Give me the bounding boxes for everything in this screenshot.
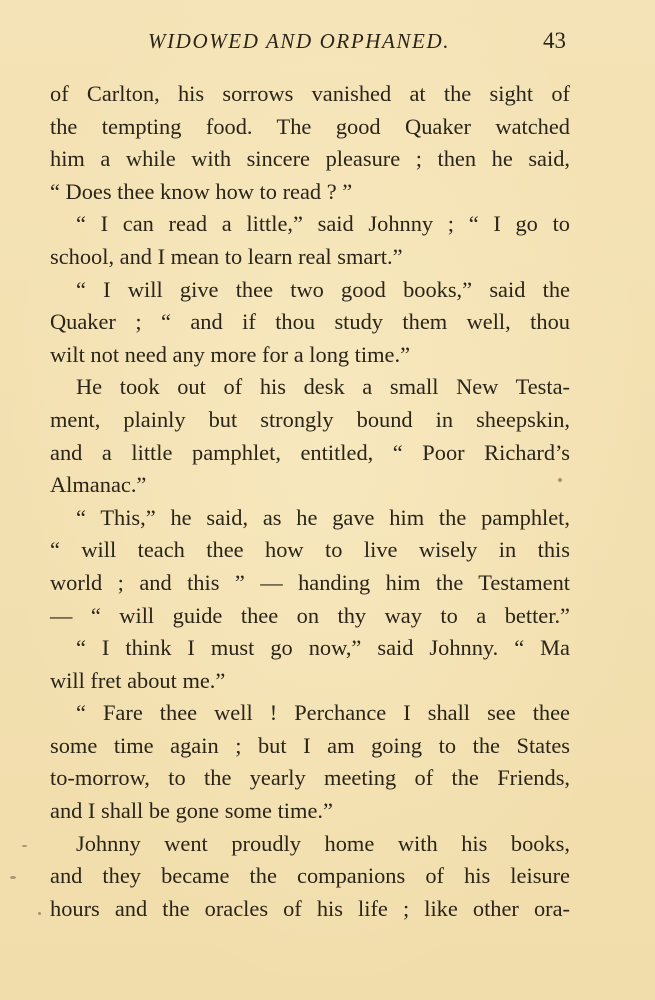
text-line: hours and the oracles of his life ; like other ora- [50,895,570,921]
text-line: the tempting food. The good Quaker watched [50,113,570,139]
text-line: Quaker ; “ and if thou study them well, thou [50,309,570,335]
text-line: ment, plainly but strongly bound in sheepskin, [50,406,570,432]
text-line: “ I think I must go now,” said Johnny. “ Ma [76,635,570,661]
text-line: “ Fare thee well ! Perchance I shall see thee [76,700,570,726]
paper-speck [558,478,562,482]
text-line: and I shall be gone some time.” [50,798,333,824]
text-line: wilt not need any more for a long time.” [50,341,411,367]
text-line: “ Does thee know how to read ? ” [50,178,353,204]
text-line: world ; and this ” — handing him the Testament [50,569,570,595]
running-head [0,26,655,56]
text-line: and they became the companions of his leisure [50,863,570,889]
text-line: some time again ; but I am going to the States [50,732,570,758]
text-line: “ This,” he said, as he gave him the pamphlet, [76,504,570,530]
text-line: him a while with sincere pleasure ; then he said, [50,146,570,172]
running-title: WIDOWED AND ORPHANED. [148,29,451,53]
text-line: of Carlton, his sorrows vanished at the sight of [50,81,570,106]
paper-speck [22,845,27,847]
paper-speck [10,876,16,879]
text-line: Almanac.” [50,472,147,498]
body-text [50,78,570,925]
text-line: “ I will give thee two good books,” said the [76,276,570,302]
text-line: and a little pamphlet, entitled, “ Poor Richard’s [50,439,570,465]
text-line: will fret about me.” [50,667,226,693]
text-line: Johnny went proudly home with his books, [76,830,570,856]
text-line: to-morrow, to the yearly meeting of the Friends, [50,765,570,791]
text-line: “ will teach thee how to live wisely in this [50,537,570,563]
text-line: school, and I mean to learn real smart.” [50,243,403,269]
text-line: He took out of his desk a small New Testa- [76,374,570,400]
page-number: 43 [543,28,566,53]
paper-speck [38,912,41,915]
text-line: “ I can read a little,” said Johnny ; “ I go to [76,211,570,237]
text-line: — “ will guide thee on thy way to a better.” [50,602,570,628]
